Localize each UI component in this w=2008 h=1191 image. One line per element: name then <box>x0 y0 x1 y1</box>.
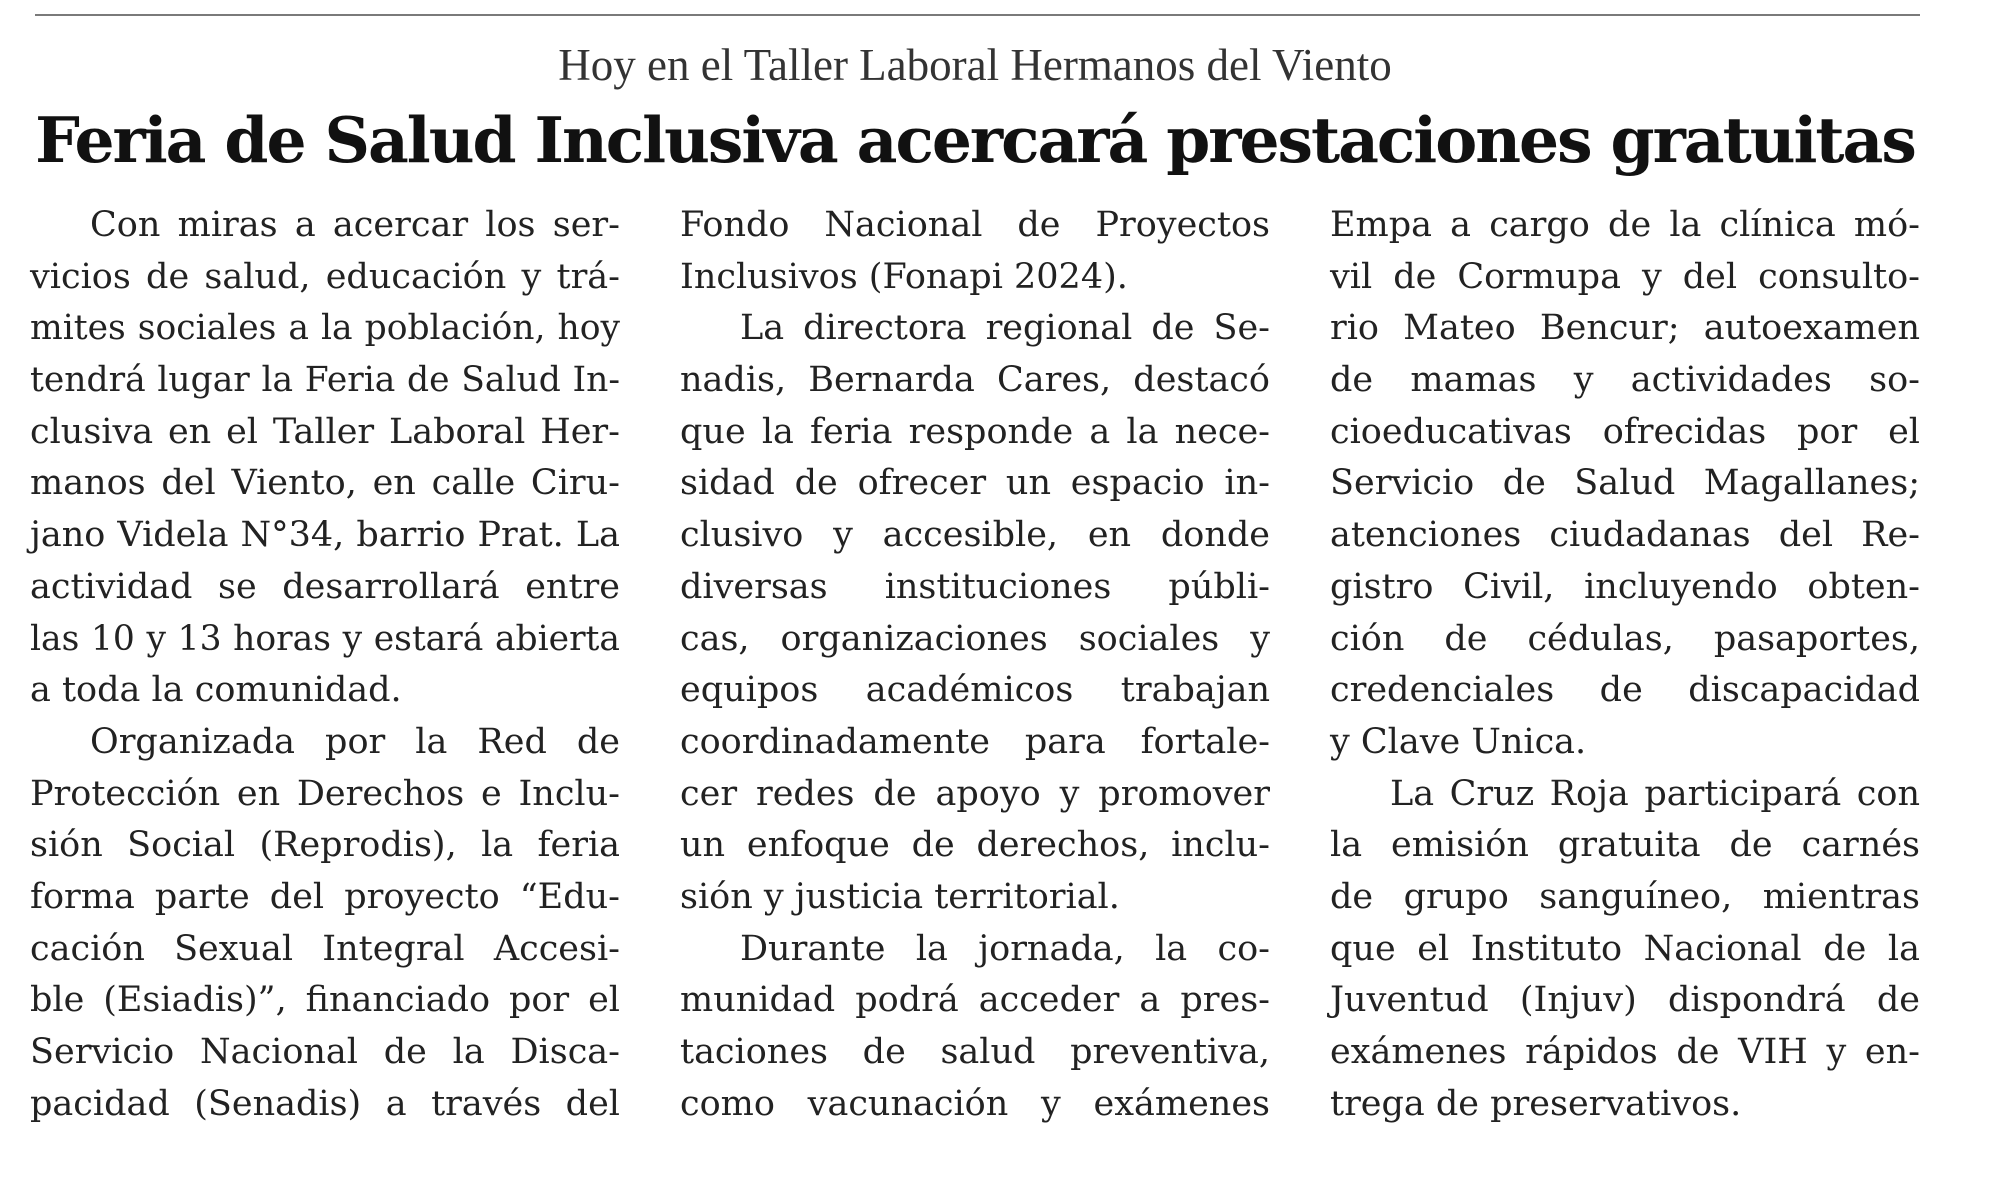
text-line: de mamas y actividades so- <box>1330 360 1920 401</box>
text-line: la emisión gratuita de carnés <box>1330 825 1920 866</box>
text-line: de grupo sanguíneo, mientras <box>1330 876 1920 917</box>
text-line: sión Social (Reprodis), la feria <box>30 825 620 866</box>
paragraph <box>30 717 620 1131</box>
text-line: clusivo y accesible, en donde <box>680 515 1270 556</box>
text-line: como vacunación y exámenes <box>680 1083 1270 1124</box>
text-line: ble (Esiadis)”, financiado por el <box>30 980 620 1021</box>
text-line: La Cruz Roja participará con <box>1390 773 1920 814</box>
text-line: cas, organizaciones sociales y <box>680 618 1270 659</box>
paragraph <box>680 924 1270 1131</box>
text-line: trega de preservativos. <box>1330 1083 1742 1124</box>
text-line: La directora regional de Se- <box>740 308 1270 349</box>
text-line: y Clave Unica. <box>1330 721 1587 762</box>
text-line: Organizada por la Red de <box>90 721 620 762</box>
text-line: un enfoque de derechos, inclu- <box>680 825 1270 866</box>
text-line: manos del Viento, en calle Ciru- <box>30 463 620 504</box>
text-line: que el Instituto Nacional de la <box>1330 928 1920 969</box>
paragraph <box>680 200 1270 303</box>
text-line: gistro Civil, incluyendo obten- <box>1330 566 1920 607</box>
text-line: Servicio de Salud Magallanes; <box>1330 463 1920 504</box>
text-line: pacidad (Senadis) a través del <box>30 1083 620 1124</box>
text-line: vil de Cormupa y del consulto- <box>1330 256 1920 297</box>
text-line: Fondo Nacional de Proyectos <box>680 205 1270 245</box>
text-line: atenciones ciudadanas del Re- <box>1330 515 1920 556</box>
text-line: Empa a cargo de la clínica mó- <box>1330 205 1920 245</box>
text-line: cer redes de apoyo y promover <box>680 773 1270 814</box>
text-line: nadis, Bernarda Cares, destacó <box>680 360 1270 401</box>
text-line: forma parte del proyecto “Edu- <box>30 876 620 917</box>
text-column-3 <box>1330 200 1920 1130</box>
text-line: Con miras a acercar los ser- <box>90 205 620 245</box>
news-article <box>30 0 1920 1191</box>
text-line: cación Sexual Integral Accesi- <box>30 928 620 969</box>
paragraph <box>30 200 620 717</box>
paragraph <box>680 303 1270 923</box>
text-line: tendrá lugar la Feria de Salud In- <box>30 360 620 401</box>
paragraph <box>1330 769 1920 1131</box>
text-line: Inclusivos (Fonapi 2024). <box>680 256 1128 297</box>
text-line: Juventud (Injuv) dispondrá de <box>1330 980 1920 1021</box>
text-line: ción de cédulas, pasaportes, <box>1330 618 1920 659</box>
text-line: rio Mateo Bencur; autoexamen <box>1330 308 1920 349</box>
text-line: coordinadamente para fortale- <box>680 721 1270 762</box>
paragraph <box>1330 200 1920 769</box>
text-line: cioeducativas ofrecidas por el <box>1330 411 1920 452</box>
text-line: taciones de salud preventiva, <box>680 1032 1270 1072</box>
text-line: sidad de ofrecer un espacio in- <box>680 463 1270 504</box>
text-line: equipos académicos trabajan <box>680 670 1270 711</box>
text-line: credenciales de discapacidad <box>1330 670 1920 711</box>
article-body <box>30 200 1920 1140</box>
text-line: munidad podrá acceder a pres- <box>680 980 1270 1021</box>
text-line: Protección en Derechos e Inclu- <box>30 773 620 814</box>
text-line: exámenes rápidos de VIH y en- <box>1330 1032 1920 1072</box>
text-line: sión y justicia territorial. <box>680 876 1120 917</box>
text-line: jano Videla N°34, barrio Prat. La <box>30 515 620 556</box>
text-line: vicios de salud, educación y trá- <box>30 256 620 297</box>
text-line: mites sociales a la población, hoy <box>30 308 620 349</box>
article-headline: Feria de Salud Inclusiva acercará prestaciones gratuitas <box>35 103 1915 177</box>
text-line: las 10 y 13 horas y estará abierta <box>30 618 620 659</box>
text-line: Durante la jornada, la co- <box>740 928 1270 969</box>
text-line: Servicio Nacional de la Disca- <box>30 1032 620 1072</box>
text-line: a toda la comunidad. <box>30 670 402 711</box>
article-kicker: Hoy en el Taller Laboral Hermanos del Viento <box>558 40 1392 90</box>
text-line: clusiva en el Taller Laboral Her- <box>30 411 620 452</box>
text-column-2 <box>680 200 1270 1130</box>
text-line: que la feria responde a la nece- <box>680 411 1270 452</box>
top-divider <box>35 14 1920 16</box>
text-line: actividad se desarrollará entre <box>30 566 620 607</box>
text-column-1 <box>30 200 620 1130</box>
text-line: diversas instituciones públi- <box>680 566 1270 607</box>
